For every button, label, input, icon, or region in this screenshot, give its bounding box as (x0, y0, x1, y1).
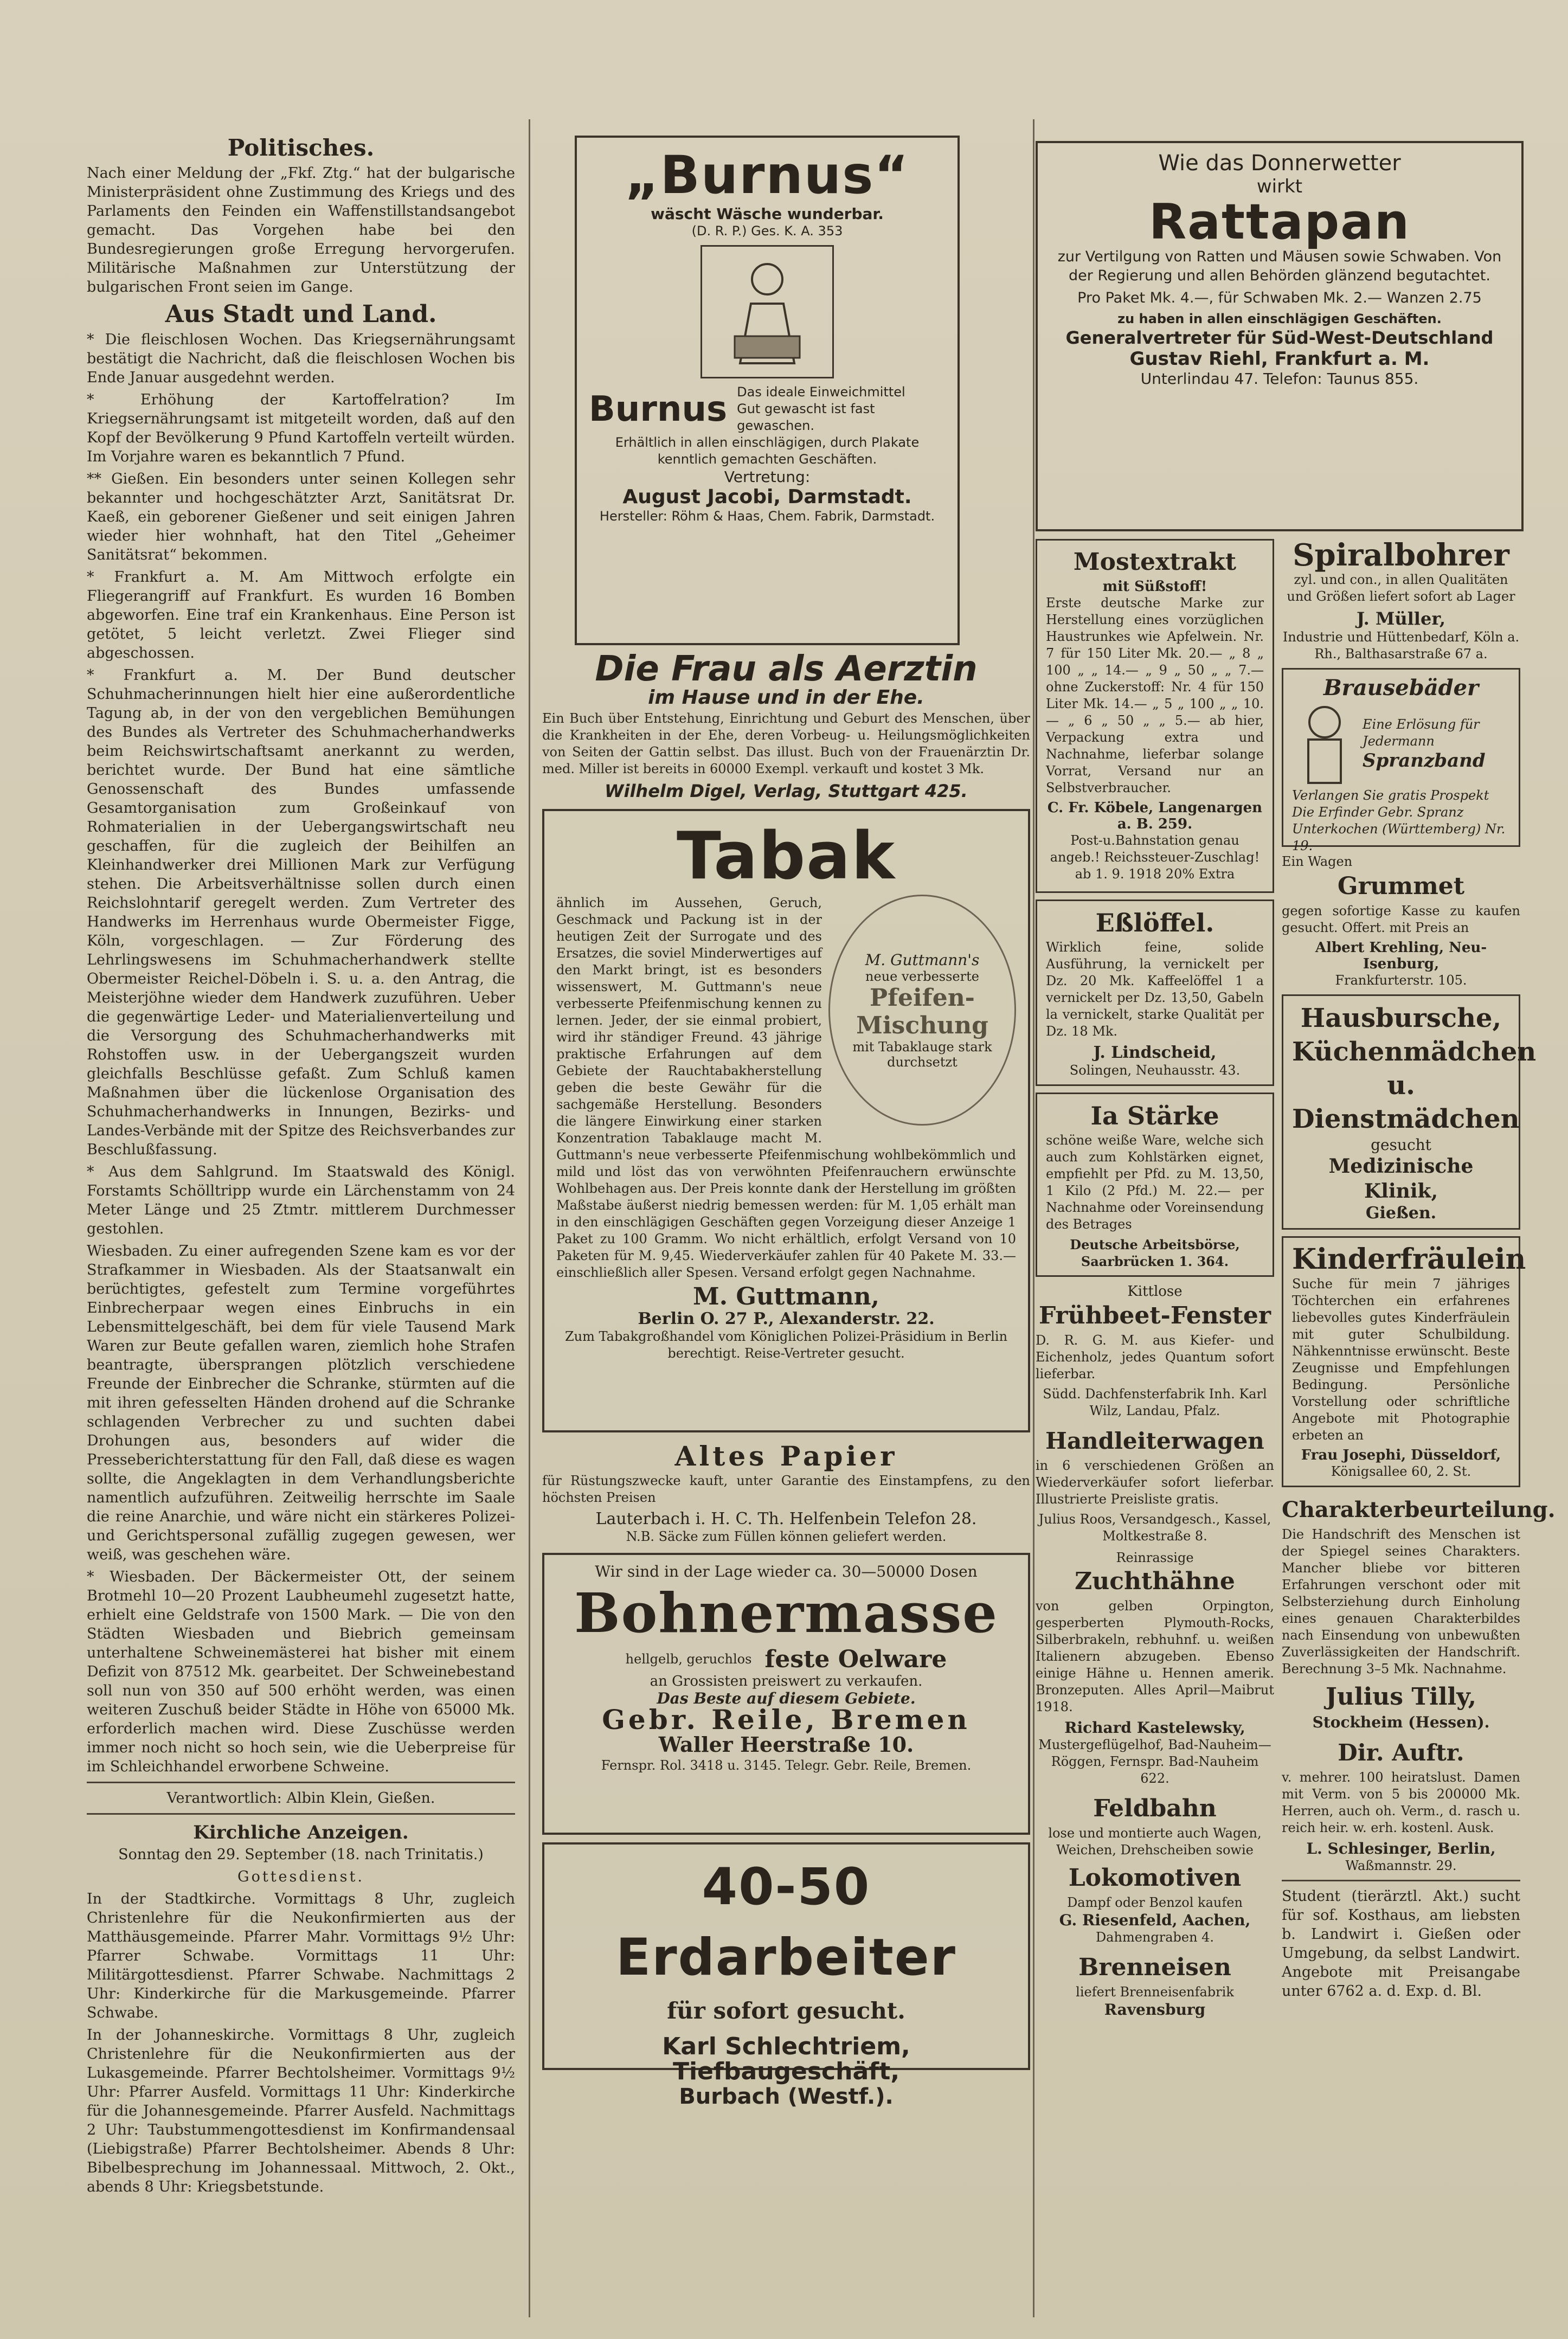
news-column (87, 136, 515, 2317)
staerke-firm: Deutsche Arbeitsbörse, Saarbrücken 1. 364. (1070, 1237, 1240, 1269)
wagen-firm: Julius Roos, Versandgesch., Kassel, Moltkestraße 8. (1038, 1512, 1271, 1544)
article-item: * Frankfurt a. M. Der Bund deutscher Schuhmacherinnungen hielt hier eine außerordentliche Tagung ab, in der von den vergeblichen Bemühungen des Bundes als Vertreter des Schuhmacherhandwerks beim Reichswirtschaftsamt anerkannt zu werden, berichtet wurde. Der Bund hat eine sämtliche Genossenschaft des Bundes umfassende Gesamtorganisation zum Großeinkauf von Rohmaterialien in der Uebergangswirtschaft neu geschaffen, für die zugleich der Beihilfen an Kleinhandwerker drei Millionen Mark zur Verfügung stehen. Die Arbeitsverhältnisse sollen durch einen Reichslohntarif geregelt werden. Zum Vertreter des Handwerks im Herrenhaus wurde Obermeister Figge, Köln, vorgeschlagen. — Zur Förderung des Lehrlingswesens im Schuhmacherhandwerk stellte Obermeister Reichel-Döbeln i. S. u. a. den Antrag, die Meisterjöhne wieder dem Handwerk zuzuführen. Ueber die gegenwärtige Leder- und Materialienverteilung und die Versorgung des Schuhmacherhandwerks mit Rohstoffen usw. in der Uebergangszeit wurden gleichfalls Beschlüsse gefaßt. Zum Schluß kamen Maßnahmen über die lückenlose Organisation des Schuhmacherhandwerks in Innungen, Bezirks- und Landes-Verbände mit der Spitze des Reichsverbandes zur Beschlußfassung. (87, 667, 515, 1158)
church-date: Sonntag den 29. September (18. nach Trinitatis.) (118, 1846, 484, 1863)
loeffel-title: Eßlöffel. (1095, 908, 1214, 937)
spiral-text: zyl. und con., in allen Qualitäten und Größen liefert sofort ab Lager (1287, 572, 1515, 604)
burnus-subtitle: wäscht Wäsche wunderbar. (651, 205, 884, 223)
column-rule (529, 119, 530, 2317)
sprudel-brand: Spranzband (1363, 750, 1486, 772)
bohn-title: Bohnermasse (574, 1581, 998, 1645)
article-item: * Erhöhung der Kartoffelration? Im Kriegsernährungsamt ist mitgeteilt worden, daß auf den Kopf der Bevölkerung 9 Pfund Kartoffeln verteilt würden. Im Vorjahre waren es bekanntlich 7 Pfund. (87, 391, 515, 465)
package-line: mit Tabaklauge stark durchsetzt (852, 1039, 992, 1070)
ad-subcolumn-right (1282, 537, 1556, 2019)
zucht-text: von gelben Orpington, gesperberten Plymouth-Rocks, Silberbrakeln, rebhuhnf. u. weißen Italienern abzugeben. Ebenso einige Hähne u. Hennen amerik. Bronzeputen. Alles April—Maibrut 1918. (1036, 1598, 1274, 1714)
heading-church: Kirchliche Anzeigen. (193, 1822, 409, 1843)
tabak-firm: M. Guttmann, (693, 1283, 879, 1310)
haus-subtitle: gesucht (1371, 1136, 1431, 1154)
fenster-firm: Südd. Dachfensterfabrik Inh. Karl Wilz, Landau, Pfalz. (1043, 1386, 1267, 1418)
zucht-top: Reinrassige (1116, 1550, 1194, 1565)
article-item: * Aus dem Sahlgrund. Im Staatswald des Königl. Forstamts Schölltripp wurde ein Lärchenstamm von 24 Meter Länge und 25 Ztmtr. mittlerem Durchmesser gestohlen. (87, 1164, 515, 1237)
erd-city: Burbach (Westf.). (679, 2084, 894, 2109)
grum-text: gegen sofortige Kasse zu kaufen gesucht. Offert. mit Preis an (1282, 903, 1520, 935)
wagen-ad (1036, 1425, 1274, 1545)
ratt-text: zur Vertilgung von Ratten und Mäusen sowie Schwaben. Von der Regierung und allen Behörden glänzend begutachtet. (1057, 248, 1502, 284)
tabak-package-illustration (828, 895, 1016, 1126)
charakter-text: Die Handschrift des Menschen ist der Spiegel seines Charakters. Mancher bliebe vor bitteren Erfahrungen verschont oder mit Selbsterziehung durch Einholung eines genauen Charakterbildes nach Einsendung von unbewußten Zuverlässigkeiten der Handschrift. Berechnung 3–5 Mk. Nachnahme. (1282, 1527, 1520, 1676)
burnus-rep-label: Vertretung: (724, 468, 811, 486)
burnus-ad (575, 136, 960, 645)
loko-address: Dahmengraben 4. (1095, 1930, 1214, 1945)
kinder-firm: Frau Josephi, Düsseldorf, (1301, 1447, 1501, 1463)
grummet-ad (1282, 853, 1520, 989)
zucht-ad (1036, 1550, 1274, 1787)
washerwoman-icon (718, 255, 816, 369)
sprudel-subtitle: Eine Erlösung für Jedermann (1363, 717, 1480, 749)
sprudel-firm: Verlangen Sie gratis Prospekt Die Erfinder Gebr. Spranz Unterkochen (Württemberg) Nr. 19. (1292, 788, 1506, 853)
burnus-availability: Erhältlich in allen einschlägigen, durch Plakate kenntlich gemachten Geschäften. (615, 435, 920, 467)
grum-address: Frankfurterstr. 105. (1335, 973, 1467, 988)
feld-text: lose und montierte auch Wagen, Weichen, Drehscheiben sowie (1048, 1826, 1262, 1858)
zucht-firm: Richard Kastelewsky, (1064, 1719, 1245, 1737)
spiral-firm: J. Müller, (1357, 608, 1445, 629)
charakter-firm: Julius Tilly, (1326, 1683, 1476, 1711)
spiralbohrer-ad (1282, 539, 1520, 663)
spiral-title: Spiralbohrer (1293, 537, 1509, 573)
burnus-logo: Burnus (589, 389, 728, 429)
loko-text: Dampf oder Benzol kaufen (1067, 1895, 1243, 1910)
loko-title: Lokomotiven (1068, 1864, 1242, 1892)
package-line: neue verbesserte (865, 968, 979, 984)
frau-title: Die Frau als Aerztin (595, 649, 978, 689)
grum-title: Grummet (1337, 872, 1465, 900)
rattapan-ad (1036, 141, 1524, 531)
ratt-top: Wie das Donnerwetter (1158, 151, 1401, 176)
frau-text: Ein Buch über Entstehung, Einrichtung und Geburt des Menschen, über die Krankheiten in der Ehe, deren Vorbeug- u. Heilungsmöglichkeiten von Seiten der Gattin selbst. Das illust. Buch von der Frauenärztin Dr. med. Miller ist bereits in 60000 Exempl. verkauft und kostet 3 Mk. (542, 711, 1030, 776)
ratt-shops: zu haben in allen einschlägigen Geschäften. (1117, 311, 1442, 326)
brenn-text: liefert Brenneisenfabrik (1076, 1984, 1234, 2000)
staerke-title: Ia Stärke (1090, 1101, 1219, 1130)
burnus-agent: August Jacobi, Darmstadt. (622, 486, 912, 508)
burnus-registration: (D. R. P.) Ges. K. A. 353 (691, 223, 843, 239)
tabak-note: Zum Tabakgroßhandel vom Königlichen Polizei-Präsidium in Berlin berechtigt. Reise-Vertreter gesucht. (564, 1329, 1008, 1361)
ad-column-right (1036, 141, 1556, 2317)
church-subheading: Gottesdienst. (237, 1868, 364, 1885)
fenster-ad (1036, 1283, 1274, 1419)
frau-ad (542, 649, 1030, 801)
feldbahn-ad (1036, 1792, 1274, 1946)
bohn-right: feste Oelware (764, 1646, 947, 1673)
tabak-ad (542, 809, 1030, 1432)
papier-text: für Rüstungszwecke kauft, unter Garantie des Einstampfens, zu den höchsten Preisen (542, 1473, 1030, 1505)
bohn-best: Das Beste auf diesem Gebiete. (657, 1689, 916, 1707)
zucht-address: Mustergeflügelhof, Bad-Nauheim—Röggen, Fernspr. Bad-Nauheim 622. (1038, 1737, 1271, 1786)
burnus-small-text: Das ideale Einweichmittel (737, 384, 905, 400)
fenster-top: Kittlose (1127, 1283, 1183, 1300)
burnus-title: „Burnus“ (625, 145, 910, 205)
most-text: Erste deutsche Marke zur Herstellung eines vorzüglichen Haustrunkes wie Apfelwein. Nr. 7 für 150 Liter Mk. 20.— „ 8 „ 100 „ „ 14.— „ 9 „ 50 „ „ 7.— ohne Zuckerstoff: Nr. 4 für 150 Liter Mk. 14.— „ 5 „ 100 „ „ 10.— „ 6 „ 50 „ „ 5.— ab hier, Verpackung extra und Nachnahme, lieferbar solange Vorrat, Versand nur an Selbstverbraucher. (1046, 595, 1264, 795)
ratt-top2: wirkt (1256, 176, 1303, 197)
haus-title: Hausbursche, Küchenmädchen u. Dienstmädchen (1292, 1003, 1537, 1134)
fenster-title: Frühbeet-Fenster (1038, 1302, 1271, 1329)
grum-firm: Albert Krehling, Neu-Isenburg, (1315, 940, 1487, 972)
dir-text: v. mehrer. 100 heiratslust. Damen mit Verm. von 5 bis 200000 Mk. Herren, auch oh. Verm., d. rasch u. reich heir. w. erh. kostenl. Ausk. (1282, 1770, 1520, 1835)
heading-city: Aus Stadt und Land. (165, 300, 437, 328)
loko-firm: G. Riesenfeld, Aachen, (1059, 1911, 1251, 1929)
most-note: Post-u.Bahnstation genau angeb.! Reichssteuer-Zuschlag! ab 1. 9. 1918 20% Extra (1050, 833, 1260, 882)
hausbursche-ad (1282, 994, 1537, 1230)
tabak-address: Berlin O. 27 P., Alexanderstr. 22. (638, 1309, 935, 1328)
kinder-address: Königsallee 60, 2. St. (1331, 1464, 1471, 1479)
bohn-top: Wir sind in der Lage wieder ca. 30—50000 Dosen (595, 1563, 978, 1580)
most-subtitle: mit Süßstoff! (1102, 579, 1207, 595)
erd-subtitle: für sofort gesucht. (667, 1997, 905, 2024)
dir-auftr-ad (1282, 1737, 1520, 1874)
divider (87, 1782, 515, 1783)
bohn-address: Waller Heerstraße 10. (658, 1732, 914, 1757)
dir-title: Dir. Auftr. (1338, 1739, 1464, 1766)
loeffel-text: Wirklich feine, solide Ausführung, la vernickelt per Dz. 20 Mk. Kaffeelöffel 1 a vernickelt per Dz. 13,50, Gabeln la vernickelt, starke Qualität per Dz. 18 Mk. (1046, 940, 1264, 1039)
column-rule (1033, 119, 1034, 2317)
article-politics-text: Nach einer Meldung der „Fkf. Ztg.“ hat der bulgarische Ministerpräsident ohne Zustimmung des Kriegs und des Parlaments den Feinden ein Waffenstillstandsangebot gemacht. Das Vorgehen habe bei den Bundesregierungen große Erregung hervorgerufen. Militärische Maßnahmen zur Unterstützung der bulgarischen Front seien im Gange. (87, 165, 515, 295)
article-item: * Frankfurt a. M. Am Mittwoch erfolgte ein Fliegerangriff auf Frankfurt. Es wurden 16 Bomben abgeworfen. Eine traf ein Krankenhaus. Eine Person ist getötet, 5 leicht verletzt. Zwei Flieger sind abgeschossen. (87, 569, 515, 661)
burnus-small-text: Gut gewascht ist fast gewaschen. (737, 401, 875, 433)
ratt-address: Unterlindau 47. Telefon: Taunus 855. (1140, 370, 1419, 388)
haus-city: Gießen. (1365, 1204, 1437, 1223)
spranzband-ad (1282, 668, 1520, 853)
wagen-title: Handleiterwagen (1045, 1428, 1264, 1454)
sprudel-title: Brausebäder (1323, 675, 1479, 701)
divider (1282, 1880, 1520, 1881)
papier-firm: Lauterbach i. H. C. Th. Helfenbein Telefon 28. (595, 1509, 977, 1528)
feld-title: Feldbahn (1093, 1795, 1217, 1822)
spiral-address: Industrie und Hüttenbedarf, Köln a. Rh., Balthasarstraße 67 a. (1282, 629, 1520, 661)
kinder-text: Suche für mein 7 jähriges Töchterchen ein erfahrenes liebevolles gutes Kinderfräulein mit guter Schulbildung. Nähkenntnisse erwünscht. Beste Zeugnisse und Empfehlungen Bedingung. Persönliche Vorstellung oder schriftliche Angebote mit Photographie erbeten an (1292, 1276, 1510, 1443)
papier-title: Altes Papier (674, 1440, 898, 1472)
bohn-line: an Grossisten preiswert zu verkaufen. (650, 1673, 923, 1689)
loeffel-address: Solingen, Neuhausstr. 43. (1069, 1063, 1241, 1078)
fenster-text: D. R. G. M. aus Kiefer- und Eichenholz, jedes Quantum sofort lieferbar. (1036, 1333, 1274, 1381)
dir-address: Waßmannstr. 29. (1345, 1858, 1457, 1873)
ratt-general: Generalvertreter für Süd-West-Deutschland (1065, 327, 1494, 348)
bohn-firm: Gebr. Reile, Bremen (602, 1704, 971, 1736)
brenn-city: Ravensburg (1104, 2001, 1206, 2019)
divider (87, 1813, 515, 1815)
student-ad: Student (tierärztl. Akt.) sucht für sof. Kosthaus, am liebsten b. Landwirt i. Gießen oder Umgebung, da selbst Landwirt. Angebote mit Preisangabe unter 6762 a. d. Exp. d. Bl. (1282, 1888, 1520, 2000)
loeffel-firm: J. Lindscheid, (1093, 1043, 1217, 1062)
frau-publisher: Wilhelm Digel, Verlag, Stuttgart 425. (605, 781, 968, 801)
papier-ad (542, 1440, 1030, 1545)
brenn-title: Brenneisen (1078, 1954, 1231, 1981)
frau-subtitle: im Hause und in der Ehe. (648, 686, 924, 709)
ad-column-middle (542, 136, 1030, 2317)
heading-politics: Politisches. (227, 134, 375, 161)
wagen-text: in 6 verschiedenen Größen an Wiederverkäufer sofort lieferbar. Illustrierte Preisliste gratis. (1036, 1458, 1274, 1507)
brenneisen-ad (1036, 1951, 1274, 2019)
grum-top: Ein Wagen (1282, 854, 1353, 869)
papier-note: N.B. Säcke zum Füllen können geliefert werden. (626, 1529, 947, 1544)
kinderfraeulein-ad (1282, 1236, 1526, 1487)
bohn-left: hellgelb, geruchlos (625, 1652, 752, 1667)
charakter-ad (1282, 1494, 1556, 1731)
most-title: Mostextrakt (1073, 548, 1237, 576)
staerke-text: schöne weiße Ware, welche sich auch zum Kohlstärken eignet, empfiehlt per Pfd. zu M. 13,50, 1 Kilo (2 Pfd.) M. 22.— per Nachnahme oder Voreinsendung des Betrages (1046, 1133, 1264, 1232)
ratt-price: Pro Paket Mk. 4.—, für Schwaben Mk. 2.— Wanzen 2.75 (1077, 290, 1482, 306)
article-item: * Wiesbaden. Der Bäckermeister Ott, der seinem Brotmehl 10—20 Prozent Laubheumehl zugesetzt hatte, erhielt eine Geldstrafe von 1500 Mark. — Die von den Städten Wiesbaden und Biebrich gemeinsam unterhaltene Schweinemästerei hat bisher mit einem Defizit von 87512 Mk. gearbeitet. Der Schweinebestand soll nun von 350 auf 500 erhöht werden, was einen weiteren Zuschuß beider Städte in Höhe von 65000 Mk. erforderlich machen wird. Diese Zuschüsse werden immer noch nicht so hoch sein, wie die Ueberpreise für im Schleichhandel erworbene Schweine. (87, 1569, 515, 1775)
loeffel-ad (1036, 899, 1274, 1086)
charakter-title: Charakterbeurteilung. (1282, 1497, 1556, 1522)
ratt-title: Rattapan (1148, 194, 1411, 250)
ad-subcolumn-left (1036, 539, 1274, 2019)
mostextrakt-ad (1036, 539, 1274, 893)
zucht-title: Zuchthähne (1075, 1567, 1235, 1595)
ratt-firm: Gustav Riehl, Frankfurt a. M. (1129, 348, 1430, 370)
man-figure-icon (1292, 701, 1357, 787)
charakter-city: Stockheim (Hessen). (1312, 1713, 1490, 1731)
church-notice: In der Stadtkirche. Vormittags 8 Uhr, zugleich Christenlehre für die Neukonfirmierten aus der Matthäusgemeinde. Pfarrer Mahr. Vormittags 9½ Uhr: Pfarrer Schwabe. Vormittags 11 Uhr: Militärgottesdienst. Pfarrer Schwabe. Nachmittags 2 Uhr: Kinderkirche für die Markusgemeinde. Pfarrer Schwabe. (87, 1891, 515, 2021)
burnus-maker: Hersteller: Röhm & Haas, Chem. Fabrik, Darmstadt. (599, 509, 935, 524)
erd-title: 40-50 Erdarbeiter (616, 1858, 956, 1987)
responsible-editor: Verantwortlich: Albin Klein, Gießen. (166, 1790, 435, 1807)
kinder-title: Kinderfräulein (1292, 1243, 1526, 1276)
package-line: Pfeifen-Mischung (856, 984, 988, 1039)
staerke-ad (1036, 1093, 1274, 1277)
bohn-telephone: Fernspr. Rol. 3418 u. 3145. Telegr. Gebr. Reile, Bremen. (601, 1758, 972, 1773)
article-item: ** Gießen. Ein besonders unter seinen Kollegen sehr bekannter und hochgeschätzter Arzt, Sanitätsrat Dr. Kaeß, ein geborener Gießener und seit einigen Jahren wieder hier wohnhaft, hat den Titel „Geheimer Sanitätsrat“ bekommen. (87, 471, 515, 563)
package-line: M. Guttmann's (865, 950, 980, 969)
erd-firm: Karl Schlechtriem, Tiefbaugeschäft, (662, 2033, 910, 2085)
haus-firm: Medizinische Klinik, (1328, 1155, 1474, 1203)
article-item: Wiesbaden. Zu einer aufregenden Szene kam es vor der Strafkammer in Wiesbaden. Als der Staatsanwalt ein berüchtigtes, gefestelt zum Termine vorgeführtes Einbrecherpaar wegen eines Einbruchs in ein Lebensmittelgeschäft, bei dem für viele Tausend Mark Waren zur Beute gefallen waren, ziemlich hohe Strafen beantragte, übersprangen plötzlich verschiedene Freunde der Einbrecher die Schranke, stürmten auf die mit ihren gefesselten Händen drohend auf die Schranke schlagenden Verbrecher zu und suchten dabei Drohungen aus, besonders auf wider die Presseberichterstattung für den Fall, daß diese es wagen sollte, die Angeklagten in dem Verhandlungsberichte namentlich aufzuführen. Zeitweilig herrschte im Saale die reine Anarchie, und wäre nicht ein stärkeres Polizei- und Gerichtspersonal zufällig zugegen gewesen, wer weiß, was geschehen wäre. (87, 1243, 515, 1563)
tabak-text: ähnlich im Aussehen, Geruch, Geschmack und Packung ist in der heutigen Zeit der Surrogate und des Ersatzes, die soviel Minderwertiges auf den Markt bringt, ist es besonders wissenswert, M. Guttmann's neue verbesserte Pfeifenmischung kennen zu lernen. Jeder, der sie einmal probiert, wird ihr ständiger Freund. 43 jährige praktische Erfahrungen auf dem Gebiete der Rauchtabakherstellung geben die beste Gewähr für die sachgemäße Herstellung. Besonders die längere Einwirkung einer starken Konzentration Tabaklauge macht M. Guttmann's neue verbesserte Pfeifenmischung wohlbekömmlich und mild und löst das von verwöhnten Pfeifenrauchern erwünschte Wohlbehagen aus. Der Preis konnte dank der Herstellung im größten Maßstabe äußerst niedrig bemessen werden: für M. 1,05 erhält man in den einschlägigen Geschäften gegen Vorzeigung dieser Anzeige 1 Paket zu 100 Gramm. Wo nicht erhältlich, erfolgt Versand von 10 Paketen für M. 9,45. Wiederverkäufer zahlen für 40 Pakete M. 33.— einschließlich aller Spesen. Versand erfolgt gegen Nachnahme. (556, 895, 1016, 1280)
washerwoman-illustration (701, 245, 834, 378)
article-item: * Die fleischlosen Wochen. Das Kriegsernährungsamt bestätigt die Nachricht, daß die fleischlosen Wochen bis Ende Januar ausgedehnt werden. (87, 331, 515, 386)
tabak-title: Tabak (676, 819, 896, 894)
erdarbeiter-ad (542, 1842, 1030, 2109)
dir-firm: L. Schlesinger, Berlin, (1306, 1840, 1496, 1858)
bohnermasse-ad (542, 1553, 1030, 1835)
church-notice: In der Johanneskirche. Vormittags 8 Uhr, zugleich Christenlehre für die Neukonfirmierten aus der Lukasgemeinde. Pfarrer Bechtolsheimer. Vormittags 9½ Uhr: Pfarrer Ausfeld. Vormittags 11 Uhr: Kinderkirche für die Johannesgemeinde. Pfarrer Ausfeld. Nachmittags 2 Uhr: Taubstummengottesdienst im Konfirmandensaal (Liebigstraße) Pfarrer Bechtolsheimer. Abends 8 Uhr: Bibelbesprechung im Johannessaal. Mittwoch, 2. Okt., abends 8 Uhr: Kriegsbetstunde. (87, 2027, 515, 2195)
most-firm: C. Fr. Köbele, Langenargen a. B. 259. (1047, 800, 1263, 832)
